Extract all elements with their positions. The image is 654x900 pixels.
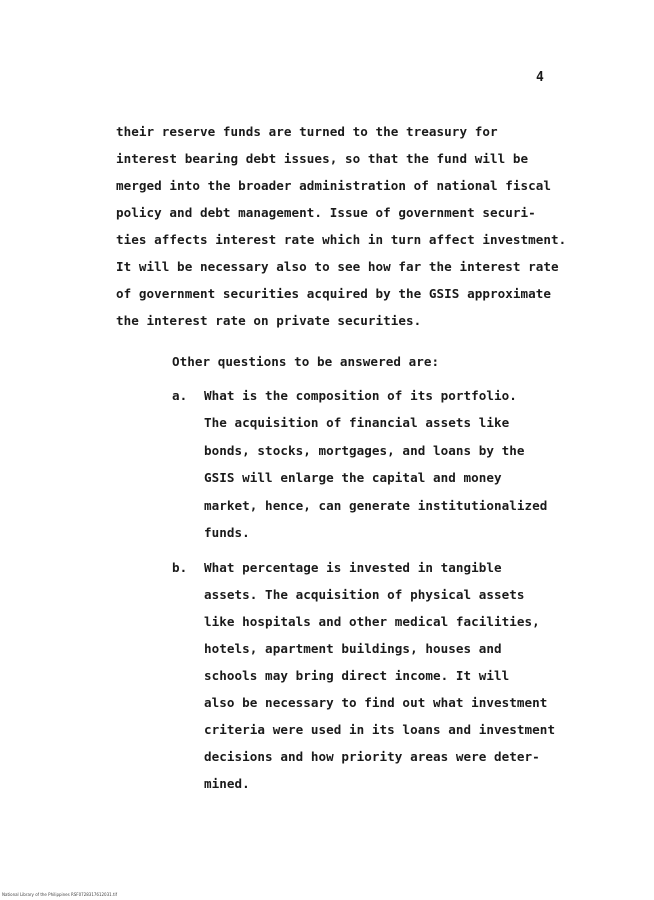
scan-footer: National Library of the Philippines RSF0728317612031.tif	[2, 892, 118, 897]
list-item-a-line: funds.	[204, 525, 250, 540]
intro-line: Other questions to be answered are:	[172, 354, 440, 369]
list-item-a-line: bonds, stocks, mortgages, and loans by the	[204, 443, 525, 458]
paragraph-line: their reserve funds are turned to the treasury for	[116, 124, 498, 139]
list-item-a-line: What is the composition of its portfolio.	[204, 388, 517, 403]
paragraph-line: the interest rate on private securities.	[116, 313, 422, 328]
paragraph-line: of government securities acquired by the GSIS approximate	[116, 286, 552, 301]
list-item-b-line: schools may bring direct income. It will	[204, 668, 510, 683]
paragraph-line: merged into the broader administration of national fiscal	[116, 178, 552, 193]
list-item-a-line: GSIS will enlarge the capital and money	[204, 470, 502, 485]
list-item-a-line: The acquisition of financial assets like	[204, 415, 510, 430]
paragraph-line: It will be necessary also to see how far the interest rate	[116, 259, 559, 274]
paragraph-line: interest bearing debt issues, so that the fund will be	[116, 151, 529, 166]
list-item-b-line: like hospitals and other medical facilities,	[204, 614, 540, 629]
list-item-b-line: hotels, apartment buildings, houses and	[204, 641, 502, 656]
page-number: 4	[536, 70, 544, 85]
list-item-b-line: also be necessary to find out what investment	[204, 695, 548, 710]
list-item-b-line: assets. The acquisition of physical assets	[204, 587, 525, 602]
list-item-b-line: What percentage is invested in tangible	[204, 560, 502, 575]
list-marker-b: b.	[172, 560, 188, 575]
list-item-b-line: criteria were used in its loans and investment	[204, 722, 556, 737]
paragraph-line: ties affects interest rate which in turn affect investment.	[116, 232, 567, 247]
list-item-b-line: mined.	[204, 776, 250, 791]
list-item-b-line: decisions and how priority areas were deter-	[204, 749, 540, 764]
paragraph-line: policy and debt management. Issue of government securi-	[116, 205, 536, 220]
list-item-a-line: market, hence, can generate institutionalized	[204, 498, 548, 513]
list-marker-a: a.	[172, 388, 188, 403]
